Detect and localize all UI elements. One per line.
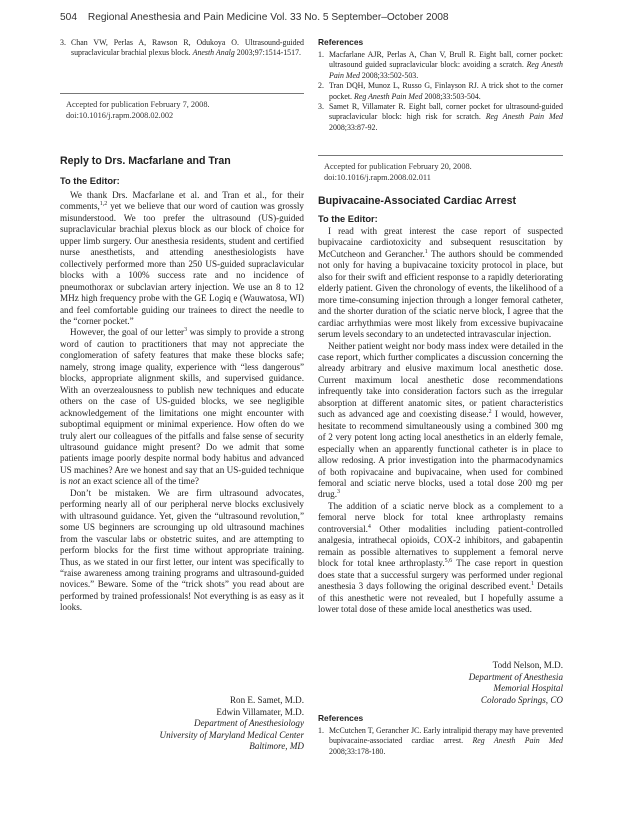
running-header [60,12,449,23]
reference-item: 3. Chan VW, Perlas A, Rawson R, Odukoya O. Ultrasound-guided supraclavicular brachial plexus block. Anesth Analg 2003;97:1514-1517. [60,38,304,58]
page-number: 504 [60,12,77,23]
author-name: Edwin Villamater, M.D. [216,706,304,717]
reference-item: 3. Samet R, Villamater R. Eight ball, corner pocket for ultrasound-guided supraclavicular block: high risk for scratch. Reg Anesth Pain Med 2008;33:87-92. [318,102,563,132]
reference-list [318,726,563,757]
accepted-note: Accepted for publication February 7, 2008. doi:10.1016/j.rapm.2008.02.002 [60,93,304,121]
author-institution: Memorial Hospital [493,683,563,693]
author-department: Department of Anesthesiology [194,718,304,728]
reference-item: 1. McCutchen T, Gerancher JC. Early intralipid therapy may have prevented bupivacaine-associated cardiac arrest. Reg Anesth Pain Med 2008;33:178-180. [318,726,563,756]
author-city: Colorado Springs, CO [480,694,563,705]
prev-reference-list [60,38,304,59]
letter-body [60,190,304,614]
letter-title: Reply to Drs. Macfarlane and Tran [60,155,231,167]
journal-line: Regional Anesthesia and Pain Medicine Vol. 33 No. 5 September–October 2008 [87,12,449,23]
letter-title: Bupivacaine-Associated Cardiac Arrest [318,195,517,207]
paragraph: Neither patient weight nor body mass index were detailed in the case report, which further complicates a discussion concerning the already arbitrary and elusive maximum local anesthetic dose. Current maximum local anesthetic dose recommendations infrequently take into consideration factors such as the irregular absorption at different anatomic sites, or patient characteristics such as advanced age and coexisting disease.$^2$ I would, however, hesitate to recommend simultaneously using a combined 300 mg of 2 very potent long acting local anesthetics in an elderly female, especially when an apparently functional catheter is in place to allow redosing. A prior investigation into the pharmacodynamics of both ropivacaine and bupivacaine, when used for combined femoral and sciatic nerve blocks, used a total dose 200 mg per drug.$^3$ [318,340,563,500]
references-heading: References [318,713,364,723]
reference-list [318,50,563,133]
letter-body [318,226,563,615]
paragraph: However, the goal of our letter$^3$ was simply to provide a strong word of caution to practitioners that may not appreciate the conglomeration of safety features that make these blocks safe; namely, strong image quality, experience with “less dangerous” blocks, appropriate alignment skills, and supervised guidance. With an overzealousness to publish new techniques and educate others on the case of US-guided blocks, we see negligible acknowledgement of the limitations one might encounter with suboptimal equipment or minimal experience. How often do we truly alert our colleagues of the pitfalls and false sense of security ultrasound guidance might present? Do we admit that some patients image poorly despite normal body habitus and advanced US machines? Are we honest and say that an US-guided technique is not an exact science all of the time? [60,327,304,487]
paragraph: We thank Drs. Macfarlane et al. and Tran et al., for their comments,$^{1,2}$ yet we believe that our word of caution was grossly misunderstood. We too prefer the ultrasound (US)-guided supraclavicular brachial plexus block as our block of choice for upper limb surgery. Our anesthesia residents, student and certified nurse anesthetists, and attending anesthesiologists have collectively performed more than 250 US-guided supraclavicular blocks with a 100% success rate and no incidence of pneumothorax or subclavian artery injection. We use an 8 to 12 MHz high frequency probe with the GE Logiq e (Wauwatosa, WI) and feel comfortable guiding our trainees to direct the needle to the “corner pocket.” [60,190,304,326]
paragraph: I read with great interest the case report of suspected bupivacaine cardiotoxicity and subsequent resuscitation by McCutcheon and Gerancher.$^1$ The authors should be commended not only for having a bupivacaine toxicity protocol in place, but also for their swift and efficient response to a rapidly deteriorating elderly patient. Given the chronology of events, the likelihood of a more time-consuming injection through a longer femoral catheter, and the shorter duration of the sciatic nerve block, I agree that the cardiac arrhythmias were most likely from excessive bupivacaine serum levels secondary to an undetected intravascular injection. [318,226,563,340]
signature-block [318,660,563,706]
references-heading: References [318,37,364,47]
author-name: Todd Nelson, M.D. [492,660,563,670]
to-editor-heading: To the Editor: [318,214,378,224]
paragraph: The addition of a sciatic nerve block as a complement to a femoral nerve block for total knee arthroplasty remains controversial.$^4$ Other modalities including patient-controlled analgesia, intrathecal opioids, COX-2 inhibitors, and gabapentin remain as possible alternatives to supplement a femoral nerve block for total knee arthroplasty.$^{5,6}$ The case report in question does state that a successful surgery was performed under regional anesthesia 3 days following the original described event.$^1$ Details of this anesthetic were not revealed, but I hopefully assume a lower total dose of these amide local anesthetics was used. [318,500,563,614]
reference-item: 2. Tran DQH, Munoz L, Russo G, Finlayson RJ. A trick shot to the corner pocket. Reg Anesth Pain Med 2008;33:503-504. [318,81,563,101]
author-institution: University of Maryland Medical Center [159,729,304,740]
author-name: Ron E. Samet, M.D. [229,695,304,705]
signature-block [60,695,304,753]
to-editor-heading: To the Editor: [60,176,120,186]
reference-item: 1. Macfarlane AJR, Perlas A, Chan V, Brull R. Eight ball, corner pocket: ultrasound guided supraclavicular block: avoiding a scratch. Reg Anesth Pain Med 2008;33:502-503. [318,50,563,80]
paragraph: Don’t be mistaken. We are firm ultrasound advocates, performing nearly all of our peripheral nerve blocks exclusively with ultrasound guidance. Yet, given the “ultrasound revolution,” some US beginners are scrounging up old ultrasound machines from the vascular labs or obstetric suites, and are attempting to perform blocks for the first time without appropriate training. Thus, as we stated in our first letter, our intent was specifically to “raise awareness among training programs and ultrasound-guided novices.” Beware. Some of the “trick shots” you read about are performed by trained professionals! Not everything is as easy as it looks. [60,487,304,613]
accepted-note: Accepted for publication February 20, 2008. doi:10.1016/j.rapm.2008.02.011 [318,155,563,183]
author-city: Baltimore, MD [249,741,304,751]
author-department: Department of Anesthesia [468,671,563,682]
